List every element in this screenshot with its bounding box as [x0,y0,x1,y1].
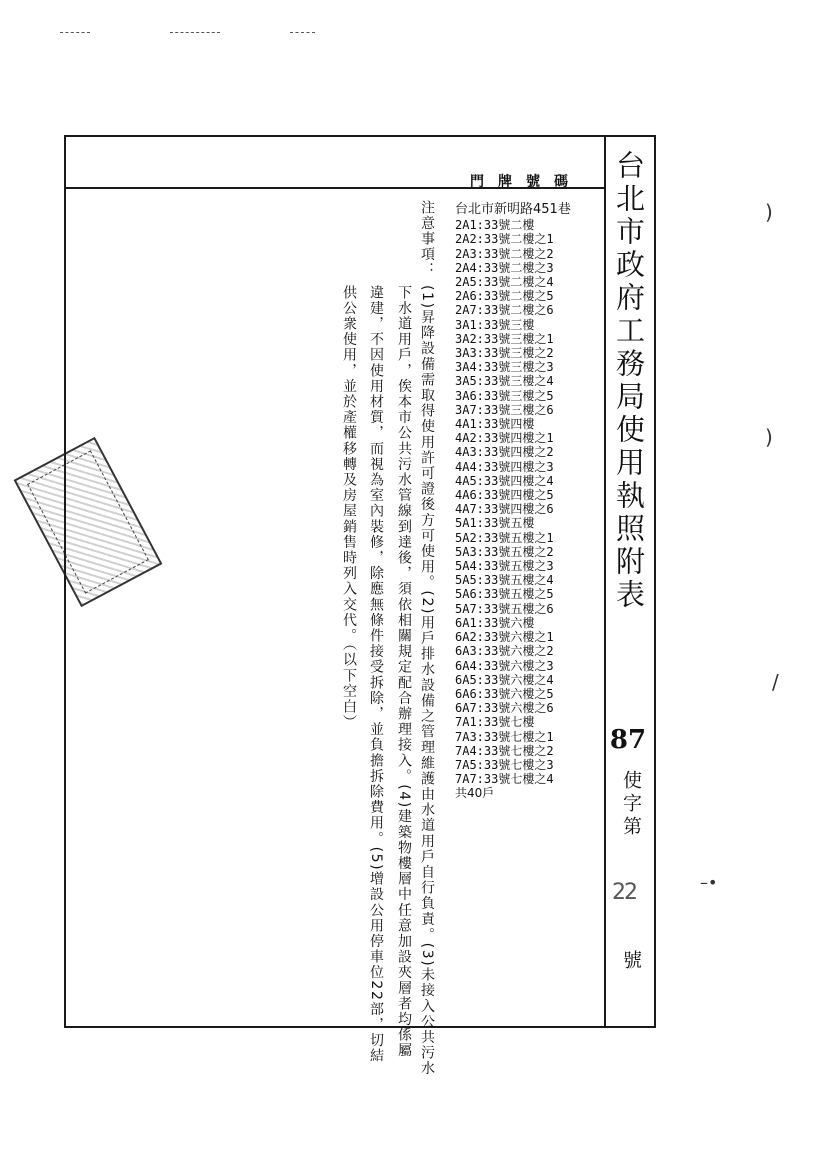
unit-entry: 4A7:33號四樓之6 [455,502,554,517]
unit-entry: 3A4:33號三樓之3 [455,360,554,375]
unit-entry: 2A5:33號二樓之4 [455,275,554,290]
street-address: 台北市新明路451巷 [455,202,571,217]
scan-mark: –• [700,873,718,892]
form-title: 台北市政府工務局使用執照附表 [612,150,646,612]
unit-entry: 5A5:33號五樓之4 [455,573,554,588]
unit-entry: 7A5:33號七樓之3 [455,757,554,772]
scan-mark: ) [765,425,773,449]
address-list [455,203,571,801]
unit-entry: 3A2:33號三樓之1 [455,331,554,346]
unit-entry: 4A1:33號四樓 [455,417,535,432]
unit-entry: 5A1:33號五樓 [455,516,535,531]
note-line: (1)昇降設備需取得使用許可證後方可使用。(2)用戶排水設備之管理維護由水道用戶自行負責。(3)未接入公共污水 [419,285,435,1077]
unit-entry: 6A3:33號六樓之2 [455,644,554,659]
scan-mark [60,32,90,33]
note-line: 供公衆使用，並於產權移轉及房屋銷售時列入交代。（以下空白） [341,285,357,731]
unit-entry: 5A2:33號五樓之1 [455,530,554,545]
unit-entry: 2A2:33號二樓之1 [455,232,554,247]
unit-list [455,218,571,786]
unit-entry: 2A7:33號二樓之6 [455,303,554,318]
unit-entry: 5A4:33號五樓之3 [455,559,554,574]
scan-mark: / [772,670,779,694]
unit-entry: 5A7:33號五樓之6 [455,601,554,616]
unit-entry: 7A4:33號七樓之2 [455,743,554,758]
unit-entry: 6A2:33號六樓之1 [455,630,554,645]
title-column [605,150,653,612]
unit-entry: 4A6:33號四樓之5 [455,488,554,503]
unit-entry: 7A1:33號七樓 [455,715,535,730]
unit-entry: 3A6:33號三樓之5 [455,388,554,403]
unit-entry: 4A4:33號四樓之3 [455,459,554,474]
unit-entry: 4A2:33號四樓之1 [455,431,554,446]
notes-heading: 注意事項： [419,200,435,278]
unit-entry: 6A7:33號六樓之6 [455,701,554,716]
permit-year: 87 [609,725,647,755]
unit-entry: 2A1:33號二樓 [455,218,535,233]
scan-mark [170,32,220,33]
scan-mark [290,32,315,33]
unit-entry: 4A5:33號四樓之4 [455,473,554,488]
door-number-header: 門牌號碼 [470,174,582,190]
permit-suffix: 號 [620,950,642,973]
unit-entry: 2A6:33號二樓之5 [455,289,554,304]
unit-entry: 5A6:33號五樓之5 [455,587,554,602]
unit-entry: 7A7:33號七樓之4 [455,772,554,787]
unit-entry: 2A4:33號二樓之3 [455,260,554,275]
permit-number: 22 [612,880,636,905]
scan-mark: ) [765,200,773,224]
unit-entry: 3A1:33號三樓 [455,317,535,332]
unit-entry: 5A3:33號五樓之2 [455,544,554,559]
unit-entry: 6A1:33號六樓 [455,615,535,630]
unit-entry: 7A3:33號七樓之1 [455,729,554,744]
unit-entry: 3A5:33號三樓之4 [455,374,554,389]
permit-series-label: 使字第 [620,770,642,839]
unit-total: 共40戶 [455,786,495,801]
unit-entry: 6A5:33號六樓之4 [455,672,554,687]
unit-entry: 2A3:33號二樓之2 [455,246,554,261]
note-line: 下水道用戶，俟本市公共污水管線到達後，須依相關規定配合辦理接入。(4)建築物樓層中任意加設夾層者均係屬 [396,285,412,1059]
unit-entry: 3A3:33號三樓之2 [455,346,554,361]
unit-entry: 6A4:33號六樓之3 [455,658,554,673]
unit-entry: 3A7:33號三樓之6 [455,402,554,417]
note-line: 違建，不因使用材質，而視為室內裝修，除應無條件接受拆除，並負擔拆除費用。(5)增設公用停車位22部，切結 [368,285,384,1064]
unit-entry: 4A3:33號四樓之2 [455,445,554,460]
unit-entry: 6A6:33號六樓之5 [455,686,554,701]
